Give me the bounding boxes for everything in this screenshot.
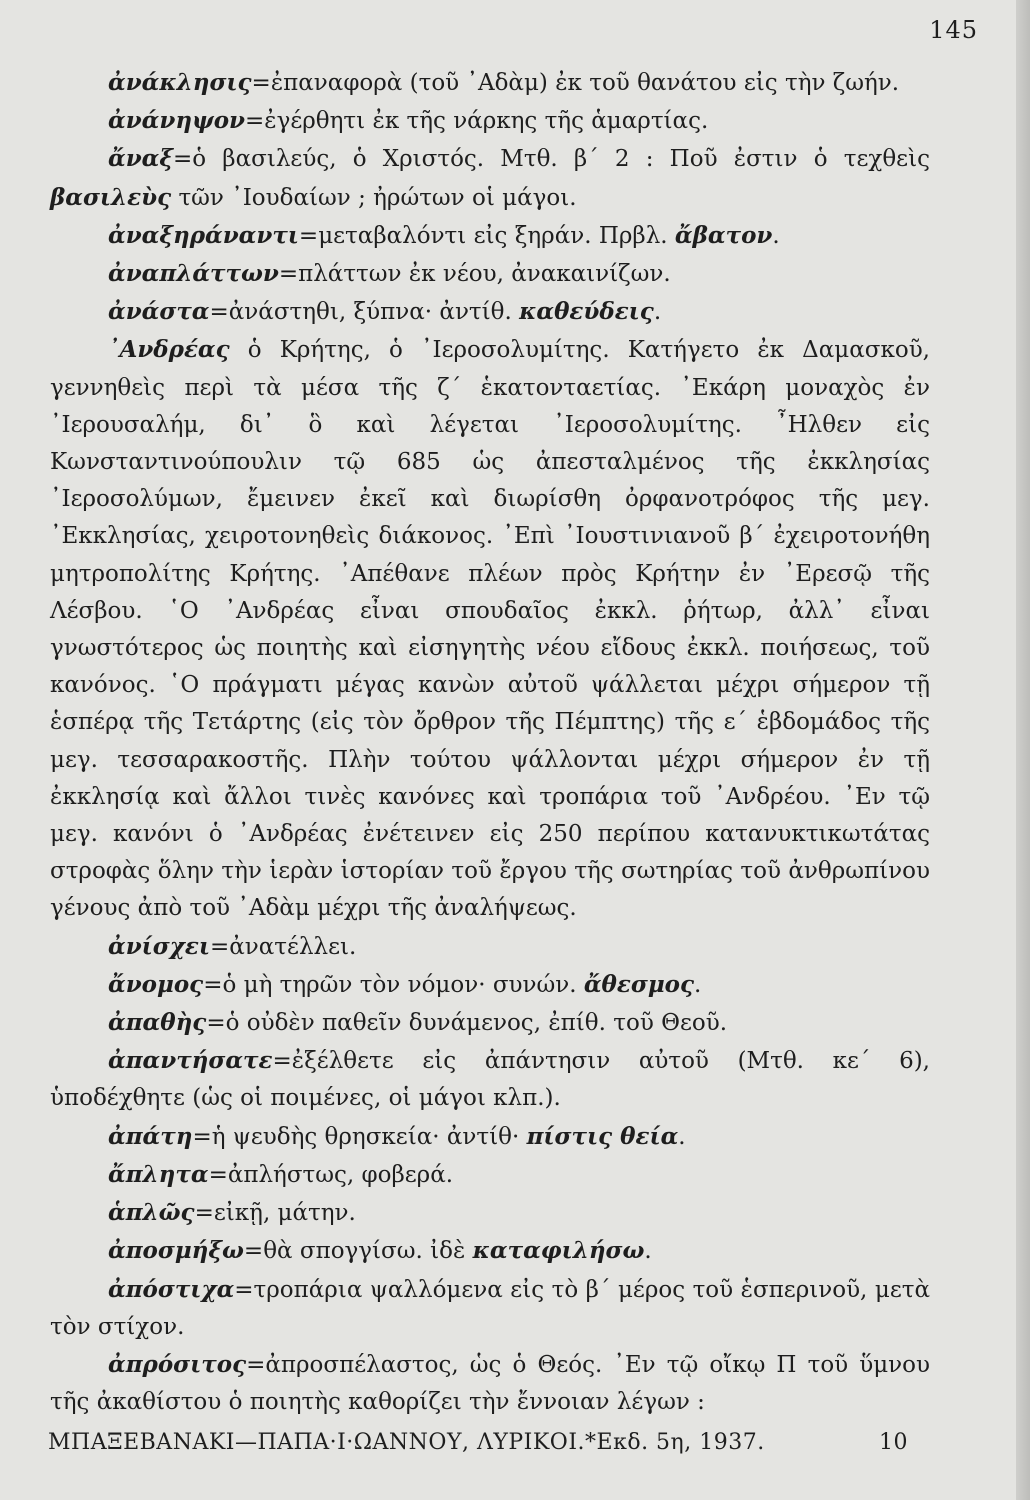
entry-definition: =θὰ σπογγίσω. ἰδὲ <box>243 1238 473 1265</box>
entry-apantisate <box>50 1042 930 1117</box>
entry-definition-end: . <box>772 222 780 249</box>
entry-cross-reference: καθεύδεις <box>519 298 654 326</box>
entry-anaklisis <box>50 64 930 102</box>
entry-headword: ἀποσμήξω <box>108 1237 244 1265</box>
entry-anasta <box>50 293 930 331</box>
entry-headword: ἀνάνηψον <box>108 107 245 135</box>
entry-definition: =ἀνατέλλει. <box>209 933 357 960</box>
entry-aplita <box>50 1156 930 1194</box>
entry-headword: ἀνάκλησις <box>108 69 252 96</box>
entry-headword: ᾿Ανδρέας <box>108 336 230 364</box>
entry-cross-reference: βασιλεὺς <box>50 183 172 211</box>
entry-headword: ἀνάστα <box>108 298 210 326</box>
entry-definition: =ὁ μὴ τηρῶν τὸν νόμον· συνών. <box>203 971 584 998</box>
footer-signature: ΜΠΑΞΕΒΑΝΑΚΙ—ΠΑΠΑ·Ι·ΩΑΝΝΟΥ, ΛΥΡΙΚΟΙ.*Εκδ. 5η, 1937. <box>48 1430 765 1455</box>
entry-definition: =ἐγέρθητι ἐκ τῆς νάρκης τῆς ἁμαρτίας. <box>245 108 709 135</box>
entry-cross-reference: πίστις θεία <box>526 1122 679 1150</box>
entry-aposmixo <box>50 1232 930 1270</box>
entry-definition: =εἰκῇ, μάτην. <box>194 1200 356 1227</box>
entry-aprositos <box>50 1346 930 1421</box>
entry-definition: =ὁ οὐδὲν παθεῖν δυνάμενος, ἐπίθ. τοῦ Θεοῦ. <box>206 1010 728 1037</box>
entry-headword: ἀναπλάττων <box>108 260 279 288</box>
entry-headword: ἀπαθὴς <box>108 1009 207 1037</box>
entry-definition-end: . <box>653 299 662 326</box>
page-number: 145 <box>929 16 978 44</box>
entry-definition: ὁ Κρήτης, ὁ ᾿Ιεροσολυμίτης. Κατήγετο ἐκ Δαμασκοῦ, γεννηθεὶς περὶ τὰ μέσα τῆς ζ΄ ἑκατονταετίας. ᾿Εκάρη μοναχὸς ἐν ᾿Ιερουσαλήμ, δι᾿ ὃ καὶ λέγεται ᾿Ιεροσολυμίτης. ῏Ηλθεν εἰς Κωνσταντινούπουλιν τῷ 685 ὡς ἀπεσταλμένος τῆς ἐκκλησίας ᾿Ιεροσολύμων, ἔμεινεν ἐκεῖ καὶ διωρίσθη ὀρφανοτρόφος τῆς μεγ. ᾿Εκκλησίας, χειροτονηθεὶς διάκονος. ᾿Επὶ ᾿Ιουστινιανοῦ β΄ ἐχειροτονήθη μητροπολίτης Κρήτης. ᾿Απέθανε πλέων πρὸς Κρήτην ἐν ᾿Ερεσῷ τῆς Λέσβου. ῾Ο ᾿Ανδρέας εἶναι σπουδαῖος ἐκκλ. ῥήτωρ, ἀλλ᾿ εἶναι γνωστότερος ὡς ποιητὴς καὶ εἰσηγητὴς νέου εἴδους ἐκκλ. ποιήσεως, τοῦ κανόνος. ῾Ο πράγματι μέγας κανὼν αὐτοῦ ψάλλεται μέχρι σήμερον τῇ ἑσπέρᾳ τῆς Τετάρτης (εἰς τὸν ὄρθρον τῆς Πέμπτης) τῆς ε΄ ἑβδομάδος τῆς μεγ. τεσσαρακοστῆς. Πλὴν τούτου ψάλλονται μέχρι σήμερον ἐν τῇ ἐκκλησίᾳ καὶ ἄλλοι τινὲς κανόνες καὶ τροπάρια τοῦ ᾿Ανδρέου. ᾿Εν τῷ μεγ. κανόνι ὁ ᾿Ανδρέας ἐνέτεινεν εἰς 250 περίπου κατανυκτικωτάτας στροφὰς ὅλην τὴν ἱερὰν ἱστορίαν τοῦ ἔργου τῆς σωτηρίας τοῦ ἀνθρωπίνου γένους ἀπὸ τοῦ ᾿Αδὰμ μέχρι τῆς ἀναλήψεως. <box>50 337 930 922</box>
entry-headword: ἀπαντήσατε <box>108 1047 273 1075</box>
entry-cross-reference: καταφιλήσω <box>472 1237 645 1265</box>
entry-definition: =ἀνάστηθι, ξύπνα· ἀντίθ. <box>209 299 520 326</box>
entry-definition-end: . <box>644 1238 652 1265</box>
entry-aplos <box>50 1194 930 1232</box>
binding-edge <box>1016 0 1030 1500</box>
entry-definition: =πλάττων ἐκ νέου, ἀνακαινίζων. <box>278 261 671 288</box>
entry-anaplatton <box>50 255 930 293</box>
entry-definition: =ἐπαναφορὰ (τοῦ ᾿Αδὰμ) ἐκ τοῦ θανάτου εἰς τὴν ζωήν. <box>251 70 900 96</box>
entry-anomos <box>50 966 930 1004</box>
entry-headword: ἄπλητα <box>108 1160 209 1188</box>
entry-definition: =τροπάρια ψαλλόμενα εἰς τὸ β΄ μέρος τοῦ ἑσπερινοῦ, μετὰ τὸν στίχον. <box>50 1276 930 1340</box>
entry-definition-end: . <box>694 971 702 998</box>
footer-sheet-number: 10 <box>879 1430 908 1455</box>
entry-definition: =ἀπροσπέλαστος, ὡς ὁ Θεός. ᾿Εν τῷ οἴκῳ Π τοῦ ὕμνου τῆς ἀκαθίστου ὁ ποιητὴς καθορίζει τὴν ἔννοιαν λέγων : <box>50 1351 930 1416</box>
entry-headword: ἀναξηράναντι <box>108 221 299 249</box>
entry-aposticha <box>50 1271 930 1346</box>
entry-definition: =ἐξέλθετε εἰς ἀπάντησιν αὐτοῦ (Μτθ. κε΄ 6), ὑποδέχθητε (ὡς οἱ ποιμένες, οἱ μάγοι κλπ.). <box>50 1048 930 1112</box>
entry-headword: ἁπλῶς <box>108 1199 195 1227</box>
entry-definition-continued: τῶν ᾿Ιουδαίων ; ἠρώτων οἱ μάγοι. <box>171 184 577 211</box>
entry-cross-reference: ἄθεσμος <box>583 970 695 998</box>
entry-headword: ἄνομος <box>108 970 204 998</box>
entry-headword: ἀπάτη <box>108 1122 193 1150</box>
entry-headword: ἀνίσχει <box>108 932 210 960</box>
entry-definition: =ὁ βασιλεύς, ὁ Χριστός. Μτθ. β΄ 2 : Ποῦ ἐστιν ὁ τεχθεὶς <box>172 146 930 173</box>
entry-cross-reference: ἄβατον <box>674 221 773 249</box>
entry-anisxei <box>50 928 930 966</box>
page-footer <box>48 1430 908 1455</box>
entry-headword: ἀπόστιχα <box>108 1275 235 1303</box>
entry-apathis <box>50 1004 930 1042</box>
glossary-text <box>50 64 930 1421</box>
entry-ananipson <box>50 102 930 140</box>
entry-andreas <box>50 331 930 927</box>
entry-definition: =μεταβαλόντι εἰς ξηράν. Πρβλ. <box>298 222 675 249</box>
entry-anaxiranandi <box>50 217 930 255</box>
entry-headword: ἄναξ <box>108 145 173 173</box>
entry-anax <box>50 140 930 216</box>
entry-definition: =ἀπλήστως, φοβερά. <box>208 1161 454 1188</box>
entry-definition-end: . <box>678 1123 686 1150</box>
entry-definition: =ἡ ψευδὴς θρησκεία· ἀντίθ· <box>192 1123 527 1150</box>
entry-headword: ἀπρόσιτος <box>108 1350 247 1378</box>
entry-apati <box>50 1118 930 1156</box>
